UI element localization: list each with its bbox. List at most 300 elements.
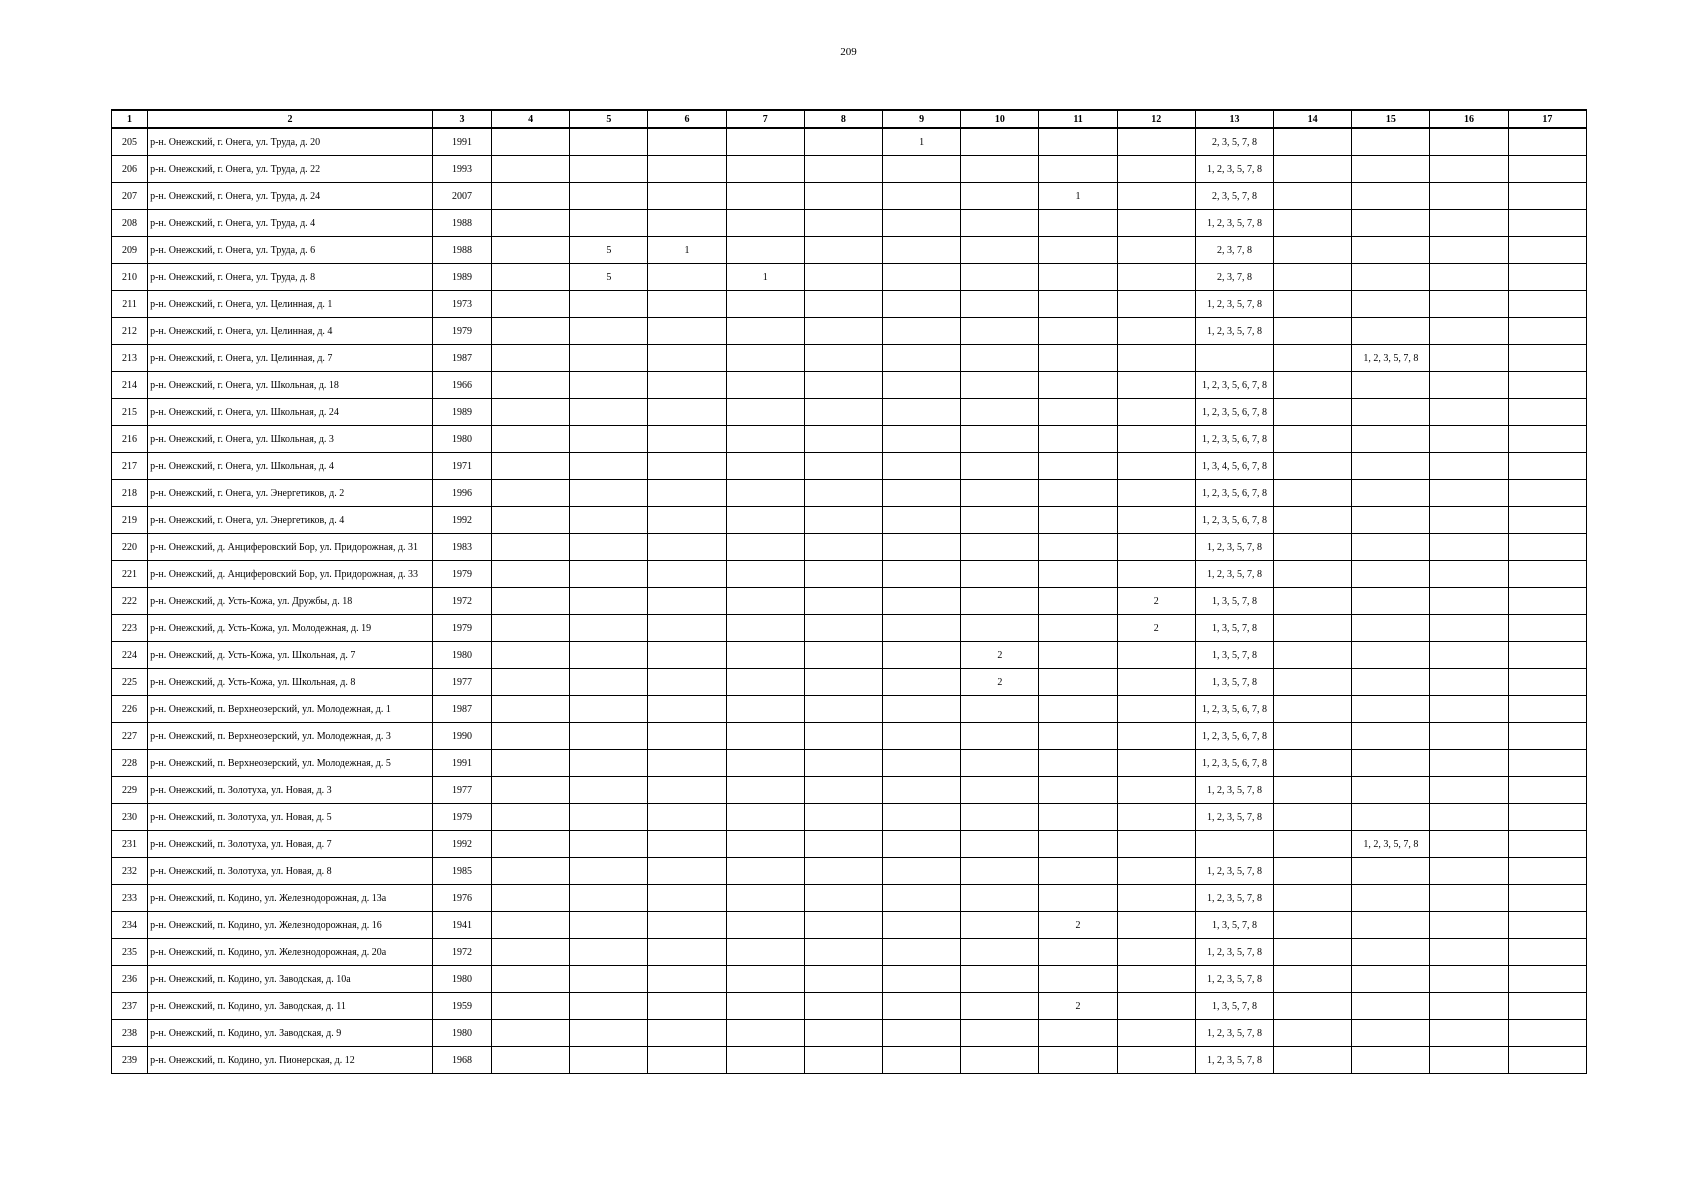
column-11-cell	[1039, 1020, 1117, 1047]
column-15-cell	[1352, 696, 1430, 723]
column-7-cell	[726, 777, 804, 804]
column-13-cell: 1, 3, 5, 7, 8	[1195, 669, 1273, 696]
column-7-cell	[726, 399, 804, 426]
column-12-cell: 2	[1117, 588, 1195, 615]
column-11-cell: 1	[1039, 183, 1117, 210]
table-row	[112, 128, 1587, 156]
column-12-cell	[1117, 561, 1195, 588]
table-row	[112, 615, 1587, 642]
column-16-cell	[1430, 1020, 1508, 1047]
column-16-cell	[1430, 777, 1508, 804]
column-12-cell	[1117, 264, 1195, 291]
column-11-cell	[1039, 966, 1117, 993]
column-9-cell	[883, 561, 961, 588]
column-12-cell	[1117, 345, 1195, 372]
year-cell: 1991	[432, 750, 491, 777]
column-11-cell	[1039, 372, 1117, 399]
column-8-cell	[804, 642, 882, 669]
column-16-cell	[1430, 966, 1508, 993]
column-12-cell	[1117, 237, 1195, 264]
table-row	[112, 561, 1587, 588]
column-14-cell	[1274, 1047, 1352, 1074]
column-4-cell	[492, 318, 570, 345]
column-header-11: 11	[1039, 110, 1117, 128]
column-15-cell	[1352, 561, 1430, 588]
column-14-cell	[1274, 345, 1352, 372]
column-7-cell	[726, 642, 804, 669]
column-8-cell	[804, 858, 882, 885]
column-15-cell	[1352, 615, 1430, 642]
table-row	[112, 1020, 1587, 1047]
column-4-cell	[492, 561, 570, 588]
column-16-cell	[1430, 507, 1508, 534]
column-12-cell	[1117, 750, 1195, 777]
column-5-cell	[570, 912, 648, 939]
column-15-cell	[1352, 426, 1430, 453]
column-5-cell	[570, 291, 648, 318]
year-cell: 1968	[432, 1047, 491, 1074]
column-7-cell	[726, 993, 804, 1020]
column-5-cell: 5	[570, 237, 648, 264]
column-4-cell	[492, 345, 570, 372]
column-6-cell	[648, 210, 726, 237]
column-9-cell	[883, 588, 961, 615]
column-7-cell	[726, 723, 804, 750]
column-header-7: 7	[726, 110, 804, 128]
row-number-cell: 227	[112, 723, 148, 750]
row-number-cell: 208	[112, 210, 148, 237]
column-17-cell	[1508, 750, 1586, 777]
column-11-cell	[1039, 669, 1117, 696]
column-13-cell: 1, 2, 3, 5, 7, 8	[1195, 858, 1273, 885]
table-row	[112, 453, 1587, 480]
address-cell: р-н. Онежский, г. Онега, ул. Целинная, д. 1	[148, 291, 433, 318]
column-4-cell	[492, 777, 570, 804]
column-8-cell	[804, 1020, 882, 1047]
column-4-cell	[492, 993, 570, 1020]
column-7-cell	[726, 831, 804, 858]
column-header-16: 16	[1430, 110, 1508, 128]
column-4-cell	[492, 156, 570, 183]
address-cell: р-н. Онежский, д. Усть-Кожа, ул. Школьная, д. 8	[148, 669, 433, 696]
column-17-cell	[1508, 723, 1586, 750]
column-header-15: 15	[1352, 110, 1430, 128]
row-number-cell: 220	[112, 534, 148, 561]
column-13-cell: 1, 2, 3, 5, 7, 8	[1195, 156, 1273, 183]
row-number-cell: 225	[112, 669, 148, 696]
column-14-cell	[1274, 588, 1352, 615]
column-4-cell	[492, 723, 570, 750]
column-6-cell	[648, 912, 726, 939]
column-7-cell	[726, 237, 804, 264]
column-12-cell: 2	[1117, 615, 1195, 642]
column-8-cell	[804, 777, 882, 804]
column-15-cell	[1352, 939, 1430, 966]
column-7-cell	[726, 1047, 804, 1074]
column-11-cell	[1039, 885, 1117, 912]
column-4-cell	[492, 507, 570, 534]
column-4-cell	[492, 183, 570, 210]
column-header-17: 17	[1508, 110, 1586, 128]
column-17-cell	[1508, 210, 1586, 237]
column-9-cell	[883, 777, 961, 804]
year-cell: 1988	[432, 210, 491, 237]
column-14-cell	[1274, 399, 1352, 426]
column-12-cell	[1117, 426, 1195, 453]
column-8-cell	[804, 615, 882, 642]
column-7-cell	[726, 156, 804, 183]
column-8-cell	[804, 750, 882, 777]
column-header-2: 2	[148, 110, 433, 128]
column-9-cell	[883, 966, 961, 993]
table-row	[112, 912, 1587, 939]
column-10-cell	[961, 318, 1039, 345]
column-6-cell	[648, 642, 726, 669]
column-13-cell: 1, 2, 3, 5, 7, 8	[1195, 561, 1273, 588]
column-6-cell	[648, 291, 726, 318]
column-7-cell	[726, 912, 804, 939]
column-5-cell	[570, 777, 648, 804]
column-6-cell	[648, 615, 726, 642]
year-cell: 1993	[432, 156, 491, 183]
column-11-cell	[1039, 588, 1117, 615]
year-cell: 1941	[432, 912, 491, 939]
table-row	[112, 804, 1587, 831]
column-17-cell	[1508, 318, 1586, 345]
column-8-cell	[804, 372, 882, 399]
column-10-cell	[961, 345, 1039, 372]
year-cell: 1980	[432, 1020, 491, 1047]
column-5-cell	[570, 750, 648, 777]
column-7-cell	[726, 561, 804, 588]
column-16-cell	[1430, 128, 1508, 156]
column-5-cell: 5	[570, 264, 648, 291]
column-11-cell	[1039, 831, 1117, 858]
column-11-cell	[1039, 615, 1117, 642]
column-6-cell	[648, 507, 726, 534]
column-16-cell	[1430, 345, 1508, 372]
column-17-cell	[1508, 696, 1586, 723]
column-16-cell	[1430, 858, 1508, 885]
column-10-cell	[961, 534, 1039, 561]
column-15-cell	[1352, 885, 1430, 912]
column-header-1: 1	[112, 110, 148, 128]
table-row	[112, 210, 1587, 237]
column-5-cell	[570, 210, 648, 237]
column-17-cell	[1508, 264, 1586, 291]
column-16-cell	[1430, 993, 1508, 1020]
column-10-cell	[961, 615, 1039, 642]
address-cell: р-н. Онежский, п. Верхнеозерский, ул. Молодежная, д. 5	[148, 750, 433, 777]
column-9-cell	[883, 372, 961, 399]
column-14-cell	[1274, 426, 1352, 453]
row-number-cell: 239	[112, 1047, 148, 1074]
column-14-cell	[1274, 561, 1352, 588]
column-header-14: 14	[1274, 110, 1352, 128]
row-number-cell: 231	[112, 831, 148, 858]
column-9-cell	[883, 507, 961, 534]
column-17-cell	[1508, 1020, 1586, 1047]
year-cell: 1977	[432, 669, 491, 696]
address-cell: р-н. Онежский, п. Кодино, ул. Заводская, д. 11	[148, 993, 433, 1020]
column-13-cell: 2, 3, 7, 8	[1195, 264, 1273, 291]
column-4-cell	[492, 1020, 570, 1047]
column-13-cell: 1, 3, 5, 7, 8	[1195, 993, 1273, 1020]
column-16-cell	[1430, 480, 1508, 507]
column-5-cell	[570, 885, 648, 912]
column-4-cell	[492, 480, 570, 507]
column-10-cell	[961, 912, 1039, 939]
column-16-cell	[1430, 183, 1508, 210]
column-12-cell	[1117, 156, 1195, 183]
year-cell: 1972	[432, 939, 491, 966]
column-6-cell	[648, 426, 726, 453]
column-9-cell	[883, 480, 961, 507]
column-14-cell	[1274, 831, 1352, 858]
column-4-cell	[492, 831, 570, 858]
column-15-cell	[1352, 183, 1430, 210]
column-11-cell	[1039, 318, 1117, 345]
year-cell: 1966	[432, 372, 491, 399]
column-9-cell	[883, 615, 961, 642]
column-10-cell	[961, 480, 1039, 507]
column-16-cell	[1430, 696, 1508, 723]
address-cell: р-н. Онежский, п. Кодино, ул. Заводская, д. 9	[148, 1020, 433, 1047]
year-cell: 1979	[432, 804, 491, 831]
column-6-cell	[648, 399, 726, 426]
address-cell: р-н. Онежский, г. Онега, ул. Школьная, д. 3	[148, 426, 433, 453]
column-12-cell	[1117, 291, 1195, 318]
column-12-cell	[1117, 858, 1195, 885]
column-15-cell	[1352, 1020, 1430, 1047]
column-header-6: 6	[648, 110, 726, 128]
row-number-cell: 236	[112, 966, 148, 993]
column-5-cell	[570, 183, 648, 210]
column-17-cell	[1508, 966, 1586, 993]
year-cell: 1985	[432, 858, 491, 885]
page-number: 209	[840, 46, 857, 58]
column-6-cell	[648, 264, 726, 291]
column-9-cell	[883, 939, 961, 966]
column-10-cell	[961, 696, 1039, 723]
column-7-cell	[726, 183, 804, 210]
column-16-cell	[1430, 372, 1508, 399]
column-5-cell	[570, 966, 648, 993]
column-9-cell	[883, 912, 961, 939]
table-row	[112, 669, 1587, 696]
column-16-cell	[1430, 318, 1508, 345]
column-16-cell	[1430, 939, 1508, 966]
column-16-cell	[1430, 723, 1508, 750]
column-15-cell	[1352, 912, 1430, 939]
address-cell: р-н. Онежский, п. Кодино, ул. Пионерская, д. 12	[148, 1047, 433, 1074]
row-number-cell: 205	[112, 128, 148, 156]
table-row	[112, 264, 1587, 291]
column-11-cell	[1039, 426, 1117, 453]
column-8-cell	[804, 534, 882, 561]
column-7-cell	[726, 804, 804, 831]
column-17-cell	[1508, 804, 1586, 831]
column-6-cell	[648, 993, 726, 1020]
column-17-cell	[1508, 588, 1586, 615]
column-16-cell	[1430, 750, 1508, 777]
year-cell: 1979	[432, 318, 491, 345]
column-8-cell	[804, 237, 882, 264]
column-15-cell	[1352, 804, 1430, 831]
address-cell: р-н. Онежский, г. Онега, ул. Целинная, д. 4	[148, 318, 433, 345]
column-13-cell: 2, 3, 5, 7, 8	[1195, 183, 1273, 210]
column-12-cell	[1117, 723, 1195, 750]
column-15-cell	[1352, 128, 1430, 156]
column-12-cell	[1117, 453, 1195, 480]
table-row	[112, 237, 1587, 264]
column-16-cell	[1430, 453, 1508, 480]
column-6-cell	[648, 534, 726, 561]
column-13-cell: 1, 3, 4, 5, 6, 7, 8	[1195, 453, 1273, 480]
column-16-cell	[1430, 1047, 1508, 1074]
column-17-cell	[1508, 372, 1586, 399]
column-7-cell	[726, 615, 804, 642]
column-9-cell	[883, 750, 961, 777]
year-cell: 1996	[432, 480, 491, 507]
row-number-cell: 212	[112, 318, 148, 345]
column-6-cell	[648, 939, 726, 966]
column-7-cell	[726, 750, 804, 777]
column-4-cell	[492, 372, 570, 399]
column-4-cell	[492, 750, 570, 777]
column-10-cell	[961, 210, 1039, 237]
column-5-cell	[570, 1047, 648, 1074]
column-15-cell	[1352, 642, 1430, 669]
row-number-cell: 233	[112, 885, 148, 912]
address-cell: р-н. Онежский, п. Золотуха, ул. Новая, д. 3	[148, 777, 433, 804]
column-6-cell	[648, 858, 726, 885]
table-header	[112, 110, 1587, 128]
column-13-cell: 1, 2, 3, 5, 6, 7, 8	[1195, 480, 1273, 507]
column-6-cell	[648, 750, 726, 777]
column-14-cell	[1274, 210, 1352, 237]
column-11-cell	[1039, 642, 1117, 669]
column-12-cell	[1117, 1020, 1195, 1047]
row-number-cell: 210	[112, 264, 148, 291]
column-12-cell	[1117, 669, 1195, 696]
column-7-cell	[726, 128, 804, 156]
column-11-cell: 2	[1039, 993, 1117, 1020]
column-15-cell	[1352, 966, 1430, 993]
column-13-cell: 1, 3, 5, 7, 8	[1195, 642, 1273, 669]
column-7-cell	[726, 372, 804, 399]
column-7-cell	[726, 453, 804, 480]
column-10-cell	[961, 372, 1039, 399]
column-15-cell	[1352, 1047, 1430, 1074]
address-cell: р-н. Онежский, д. Усть-Кожа, ул. Дружбы, д. 18	[148, 588, 433, 615]
column-10-cell: 2	[961, 642, 1039, 669]
column-10-cell	[961, 237, 1039, 264]
column-11-cell	[1039, 723, 1117, 750]
table-row	[112, 588, 1587, 615]
column-14-cell	[1274, 534, 1352, 561]
column-16-cell	[1430, 561, 1508, 588]
year-cell: 1979	[432, 561, 491, 588]
column-12-cell	[1117, 804, 1195, 831]
column-16-cell	[1430, 588, 1508, 615]
column-16-cell	[1430, 237, 1508, 264]
address-cell: р-н. Онежский, г. Онега, ул. Школьная, д. 18	[148, 372, 433, 399]
column-11-cell	[1039, 696, 1117, 723]
column-6-cell	[648, 318, 726, 345]
column-14-cell	[1274, 669, 1352, 696]
column-4-cell	[492, 291, 570, 318]
table-row	[112, 291, 1587, 318]
column-17-cell	[1508, 858, 1586, 885]
column-13-cell: 1, 2, 3, 5, 6, 7, 8	[1195, 426, 1273, 453]
row-number-cell: 214	[112, 372, 148, 399]
column-header-8: 8	[804, 110, 882, 128]
column-11-cell	[1039, 345, 1117, 372]
column-14-cell	[1274, 183, 1352, 210]
address-cell: р-н. Онежский, п. Кодино, ул. Железнодорожная, д. 20а	[148, 939, 433, 966]
column-11-cell	[1039, 156, 1117, 183]
column-7-cell	[726, 210, 804, 237]
table-row	[112, 426, 1587, 453]
address-cell: р-н. Онежский, п. Золотуха, ул. Новая, д. 7	[148, 831, 433, 858]
column-4-cell	[492, 1047, 570, 1074]
column-13-cell: 2, 3, 5, 7, 8	[1195, 128, 1273, 156]
address-cell: р-н. Онежский, г. Онега, ул. Школьная, д. 24	[148, 399, 433, 426]
column-12-cell	[1117, 399, 1195, 426]
column-7-cell	[726, 696, 804, 723]
column-15-cell	[1352, 777, 1430, 804]
column-16-cell	[1430, 291, 1508, 318]
year-cell: 1980	[432, 966, 491, 993]
row-number-cell: 211	[112, 291, 148, 318]
column-4-cell	[492, 696, 570, 723]
column-11-cell	[1039, 480, 1117, 507]
column-4-cell	[492, 534, 570, 561]
year-cell: 1959	[432, 993, 491, 1020]
column-9-cell	[883, 426, 961, 453]
row-number-cell: 213	[112, 345, 148, 372]
column-14-cell	[1274, 696, 1352, 723]
column-15-cell: 1, 2, 3, 5, 7, 8	[1352, 831, 1430, 858]
column-8-cell	[804, 561, 882, 588]
column-13-cell: 1, 2, 3, 5, 7, 8	[1195, 939, 1273, 966]
column-12-cell	[1117, 372, 1195, 399]
column-11-cell	[1039, 264, 1117, 291]
column-9-cell	[883, 696, 961, 723]
column-5-cell	[570, 831, 648, 858]
column-11-cell	[1039, 210, 1117, 237]
column-6-cell	[648, 453, 726, 480]
column-13-cell: 1, 2, 3, 5, 7, 8	[1195, 1020, 1273, 1047]
column-4-cell	[492, 210, 570, 237]
column-10-cell	[961, 831, 1039, 858]
column-17-cell	[1508, 777, 1586, 804]
column-5-cell	[570, 399, 648, 426]
row-number-cell: 219	[112, 507, 148, 534]
column-6-cell	[648, 1047, 726, 1074]
column-15-cell	[1352, 669, 1430, 696]
column-12-cell	[1117, 831, 1195, 858]
column-5-cell	[570, 345, 648, 372]
address-cell: р-н. Онежский, г. Онега, ул. Труда, д. 4	[148, 210, 433, 237]
column-14-cell	[1274, 750, 1352, 777]
table-row	[112, 156, 1587, 183]
row-number-cell: 237	[112, 993, 148, 1020]
column-17-cell	[1508, 1047, 1586, 1074]
column-8-cell	[804, 1047, 882, 1074]
column-11-cell: 2	[1039, 912, 1117, 939]
